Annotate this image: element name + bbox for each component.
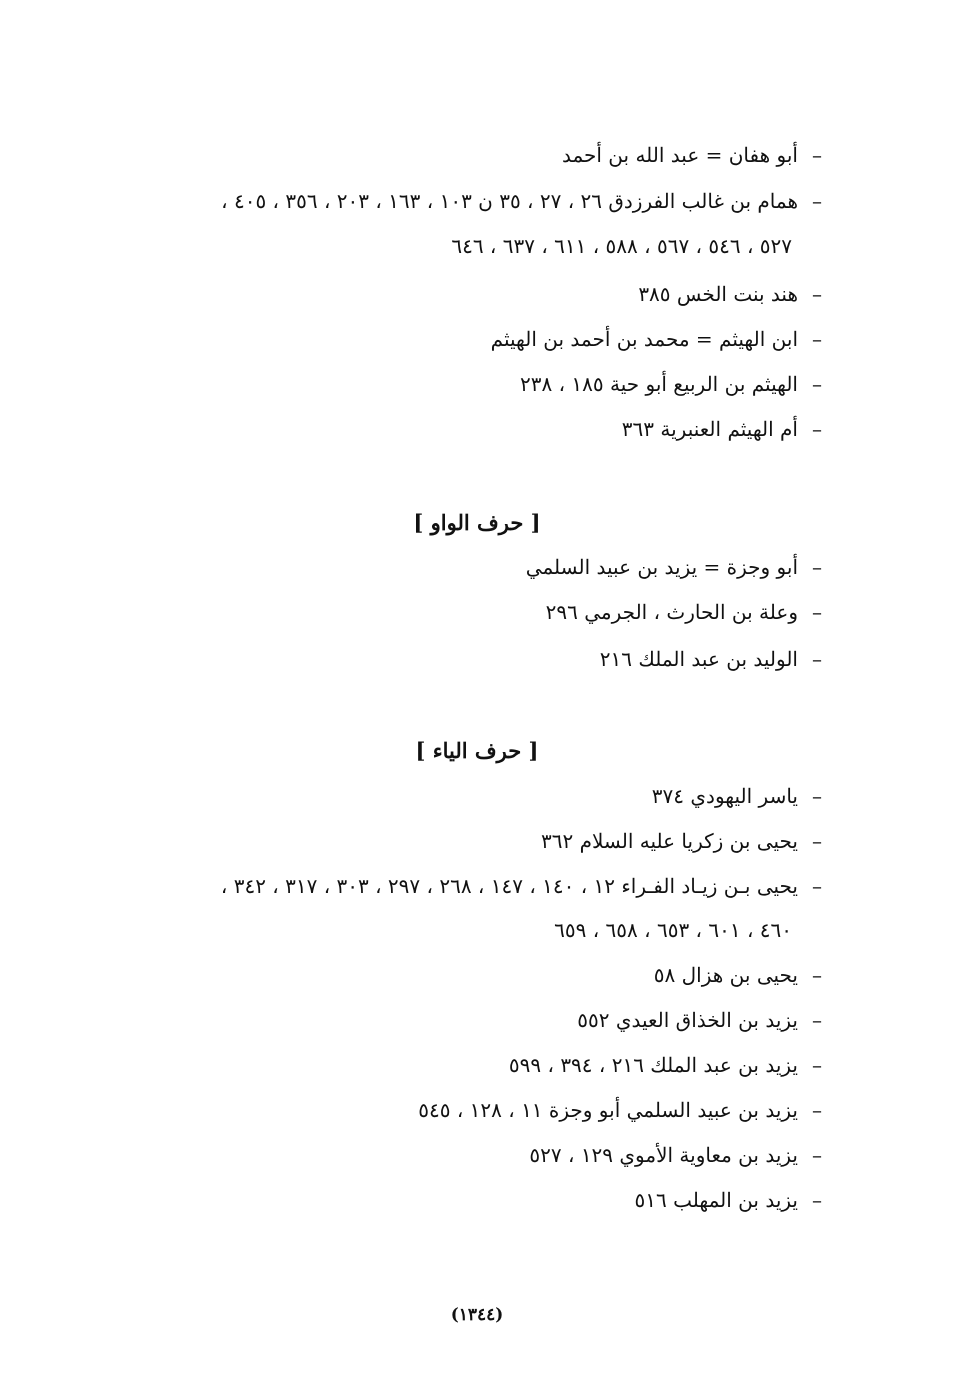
entry-dash: – [812, 143, 822, 167]
index-entry [122, 1008, 822, 1032]
entry-text: الوليد بن عبد الملك ٢١٦ [599, 647, 798, 671]
index-entry [122, 327, 822, 351]
entry-text: يحيى بن زكريا عليه السلام ٣٦٢ [541, 829, 798, 853]
entry-dash: – [812, 600, 822, 624]
entry-text: يحيى بن هزال ٥٨ [653, 963, 798, 987]
index-entry [122, 647, 822, 671]
index-entry [122, 874, 822, 898]
entry-dash: – [812, 282, 822, 306]
entry-dash: – [812, 372, 822, 396]
index-entry [122, 1188, 822, 1212]
entry-text: أم الهيثم العنبرية ٣٦٣ [621, 417, 798, 441]
index-entry [122, 282, 822, 306]
entry-dash: – [812, 647, 822, 671]
entry-dash: – [812, 417, 822, 441]
entry-text: ٤٦٠ ، ٦٠١ ، ٦٥٣ ، ٦٥٨ ، ٦٥٩ [554, 918, 792, 942]
entry-text: الهيثم بن الربيع أبو حية ١٨٥ ، ٢٣٨ [520, 372, 798, 396]
entry-text: هند بنت الخس ٣٨٥ [638, 282, 798, 306]
index-entry [122, 829, 822, 853]
section-heading-waw: [ حرف الواو ] [413, 510, 541, 535]
entry-text: ٥٢٧ ، ٥٤٦ ، ٥٦٧ ، ٥٨٨ ، ٦١١ ، ٦٣٧ ، ٦٤٦ [451, 234, 792, 258]
index-entry [122, 143, 822, 167]
index-entry [122, 1053, 822, 1077]
entry-dash: – [812, 874, 822, 898]
entry-dash: – [812, 963, 822, 987]
entry-text: يحيى بـن زيـاد الفـراء ١٢ ، ١٤٠ ، ١٤٧ ، ٢٦٨ ، ٢٩٧ ، ٣٠٣ ، ٣١٧ ، ٣٤٢ ، [220, 874, 798, 898]
index-entry [122, 963, 822, 987]
entry-text: ياسر اليهودي ٣٧٤ [651, 784, 798, 808]
entry-text: أبو وجزة = يزيد بن عبيد السلمي [525, 555, 798, 579]
entry-text: وعلة بن الحارث ، الجرمي ٢٩٦ [545, 600, 798, 624]
entry-dash: – [812, 1098, 822, 1122]
index-entry [122, 784, 822, 808]
index-entry [122, 417, 822, 441]
entry-text: أبو هفان = عبد الله بن أحمد [561, 143, 798, 167]
index-entry [122, 600, 822, 624]
entry-dash: – [812, 1053, 822, 1077]
entry-dash: – [812, 555, 822, 579]
index-entry [122, 1143, 822, 1167]
page-number: (١٣٤٤) [450, 1305, 504, 1325]
entry-text: يزيد بن الخذاق العيدي ٥٥٢ [577, 1008, 798, 1032]
entry-text: يزيد بن معاوية الأموي ١٢٩ ، ٥٢٧ [529, 1143, 798, 1167]
index-entry [122, 189, 822, 213]
entry-text: ابن الهيثم = محمد بن أحمد بن الهيثم [490, 327, 798, 351]
entry-dash: – [812, 829, 822, 853]
index-entry [122, 555, 822, 579]
entry-text: يزيد بن عبد الملك ٢١٦ ، ٣٩٤ ، ٥٩٩ [508, 1053, 798, 1077]
index-entry [122, 372, 822, 396]
index-entry-continuation [92, 234, 792, 258]
entry-dash: – [812, 1188, 822, 1212]
entry-dash: – [812, 189, 822, 213]
entry-text: يزيد بن المهلب ٥١٦ [634, 1188, 798, 1212]
entry-text: همام بن غالب الفرزدق ٢٦ ، ٢٧ ، ٣٥ ن ١٠٣ ، ١٦٣ ، ٢٠٣ ، ٣٥٦ ، ٤٠٥ ، [221, 189, 798, 213]
section-heading-ya: [ حرف الياء ] [415, 738, 539, 763]
index-entry [122, 1098, 822, 1122]
entry-dash: – [812, 1008, 822, 1032]
index-entry-continuation [92, 918, 792, 942]
entry-text: يزيد بن عبيد السلمي أبو وجزة ١١ ، ١٢٨ ، ٥٤٥ [418, 1098, 798, 1122]
entry-dash: – [812, 784, 822, 808]
entry-dash: – [812, 1143, 822, 1167]
entry-dash: – [812, 327, 822, 351]
